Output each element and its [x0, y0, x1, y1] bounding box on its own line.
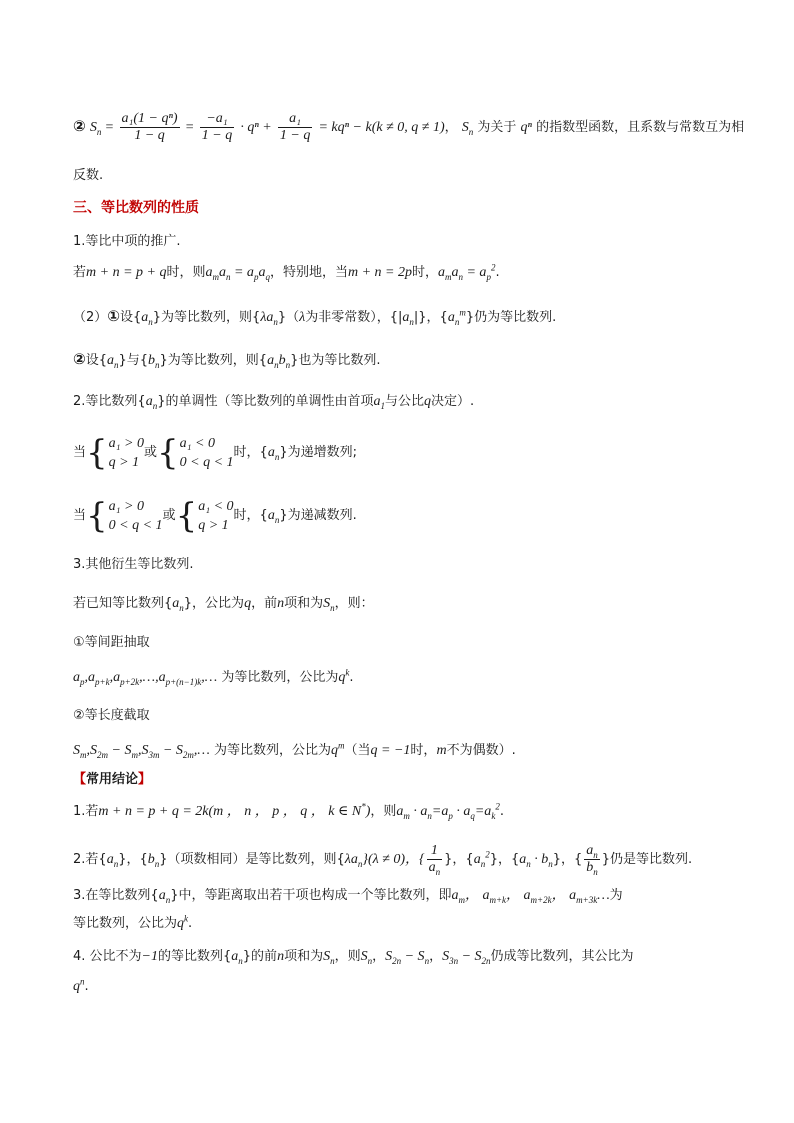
fraction-3: $\frac{\text{a₁}}{1 - q}$	[279, 111, 311, 143]
decreasing-condition: 当{ a₁ > 0 0 < q < 1 或{ a₁ < 0 q > 1 时，$\{a_n\}$为递减数列.	[73, 495, 357, 536]
fraction-1: $\frac{\text{a₁(1 − qⁿ)}}{1 - q}$	[121, 111, 178, 143]
equal-interval-title: ①等间距抽取	[73, 635, 150, 650]
sn-symbol: $S_n$	[89, 120, 102, 137]
monotonic-title: 2.等比数列$\{a_n\}$的单调性（等比数列的单调性由首项$a_1$与公比q决定）.	[73, 394, 475, 411]
property-2a: （2）①设$\{a_n\}$为等比数列，则$\{\lambda a_n\}(\lambda$为非零常数），$\{|a_n|\}$，$\{a_n^m\}$仍为等比数列.	[73, 307, 557, 327]
paragraph-continuation: 反数.	[73, 168, 104, 183]
conclusion-4: 4. 公比不为−1的等比数列$\{a_n\}$的前n项和为$S_n$，则$S_n$，$S_{2n} - S_n$，$S_{3n} - S_{2n}$仍成等比数列，其公比为	[73, 949, 634, 966]
conclusion-3: 3.在等比数列$\{a_n\}$中，等距离取出若干项也构成一个等比数列，即$a_m$， $a_{m+k}$， $a_{m+2k}$， $a_{m+3k}\dots$为	[73, 888, 623, 905]
circled-two-marker: ②	[73, 117, 86, 135]
section-heading-3: 三、等比数列的性质	[73, 200, 199, 216]
conclusion-2: 2.若$\{a_n\}$，$\{b_n\}$（项数相同）是等比数列，则$\{\lambda a_n\}(\lambda \ne 0)$，{ $\frac{1}{a_n}$ }，$\{a_n^2\}$，$\{a_n \cdot b_n\}$，{ $\frac{a_n}{b_n}$ }仍是等比数列.	[73, 843, 693, 877]
equal-interval-statement: $a_p,a_{p+k},a_{p+2k},\dots,a_{p+(n-1)k},\dots$ 为等比数列，公比为$q^k$.	[73, 667, 354, 687]
property-1-statement: 若m + n = p + q时，则$a_ma_n = a_pa_q$，特别地，当m + n = 2p时，$a_ma_n = a_p^2$.	[73, 262, 500, 282]
common-conclusions-tag: 【常用结论】	[73, 772, 152, 787]
conclusion-1: 1.若m + n = p + q = 2k(m ， n ， p ， q ， k ∈ N*)，则$a_m \cdot a_n=a_p \cdot a_q=a_k^2$.	[73, 801, 504, 821]
increasing-condition: 当{ a₁ > 0 q > 1 或{ a₁ < 0 0 < q < 1 时，$\{a_n\}$为递增数列;	[73, 432, 357, 473]
conclusion-3-continued: 等比数列，公比为$q^k$.	[73, 913, 193, 931]
formula-sn-line: ② $S_n$ = $\frac{\text{a₁(1 − qⁿ)}}{1 - q}$ = $\frac{\text{−a₁}}{1 - q}$ · qⁿ + $\frac{\text{a₁}}{1 - q}$ = kqⁿ − k(k ≠ 0, q ≠ 1)， $S_n$ 为关于 qⁿ 的指数型函数，且系数与常数互为相	[73, 111, 745, 143]
fraction-2: $\frac{\text{−a₁}}{1 - q}$	[201, 111, 233, 143]
conclusion-4-continued: $q^n$.	[73, 976, 89, 994]
property-1-title: 1.等比中项的推广.	[73, 234, 181, 249]
property-2b: ②设$\{a_n\}$与$\{b_n\}$为等比数列，则$\{a_nb_n\}$也为等比数列.	[73, 350, 381, 370]
equal-length-statement: $S_m,S_{2m} - S_m,S_{3m}$ − $S_{2m},\dots$ 为等比数列，公比为$q^m$（当q = −1时，m不为偶数）.	[73, 740, 516, 760]
derived-sequences-title: 3.其他衍生等比数列.	[73, 557, 194, 572]
equal-length-title: ②等长度截取	[73, 708, 150, 723]
derived-sequences-setup: 若已知等比数列$\{a_n\}$，公比为q，前n项和为$S_n$，则：	[73, 596, 374, 613]
